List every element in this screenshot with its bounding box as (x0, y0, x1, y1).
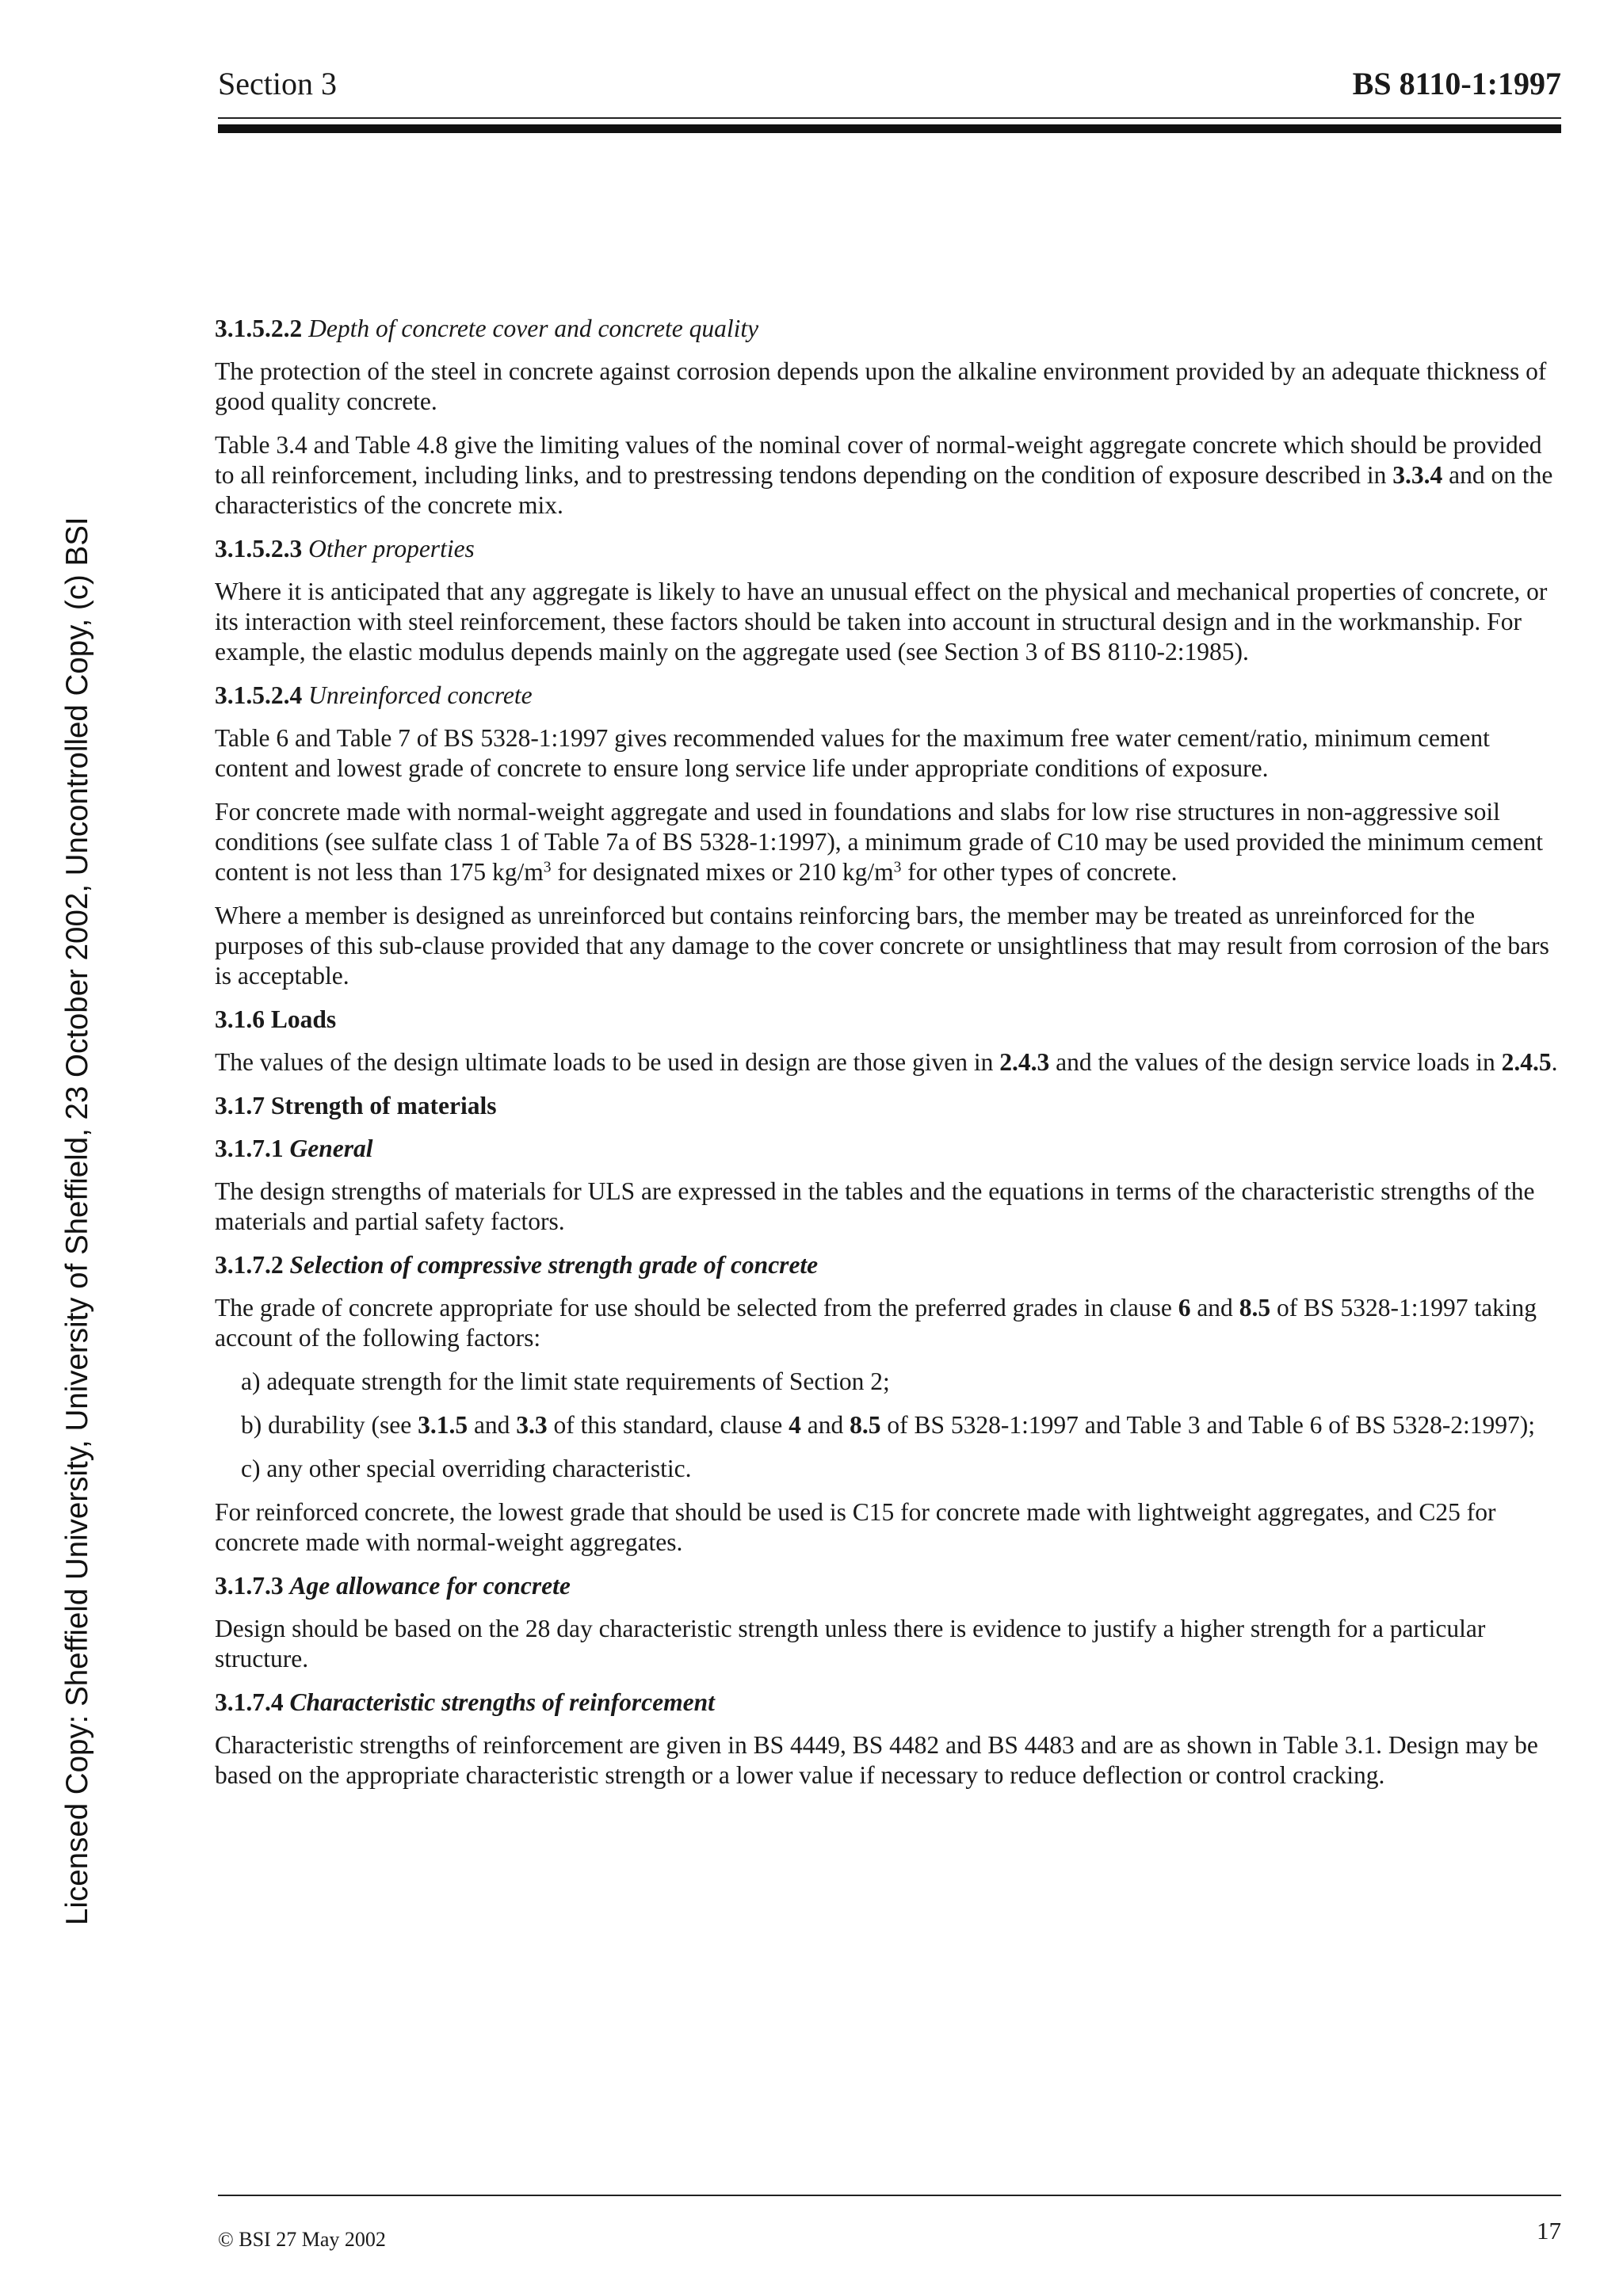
heading-3-1-7-2 (215, 1250, 1562, 1280)
clause-reference: 4 (789, 1411, 801, 1439)
clause-reference: 6 (1178, 1294, 1191, 1322)
clause-title: 3.1.6 Loads (215, 1005, 337, 1033)
clause-reference: 2.4.3 (999, 1048, 1050, 1076)
paragraph (215, 430, 1562, 521)
footer-copyright: © BSI 27 May 2002 (218, 2228, 386, 2251)
paragraph: Where it is anticipated that any aggregate is likely to have an unusual effect on the physical and mechanical properties of concrete, or its interaction with steel reinforcement, these factors should be taken into account in structural design and in the workmanship. For example, the elastic modulus depends mainly on the aggregate used (see Section 3 of BS 8110-2:1985). (215, 578, 1548, 666)
text-run: of BS 5328-1:1997 taking account of the following factors: (215, 1294, 1537, 1352)
heading-3-1-7-4 (215, 1688, 1562, 1718)
clause-number: 3.1.7.2 (215, 1251, 284, 1279)
heading-3-1-7-3 (215, 1571, 1562, 1601)
text-run: and (468, 1411, 517, 1439)
page-number: 17 (1537, 2217, 1561, 2245)
list-item: a) adequate strength for the limit state requirements of Section 2; (241, 1367, 890, 1395)
text-run: of BS 5328-1:1997 and Table 3 and Table 6 of BS 5328-2:1997); (880, 1411, 1536, 1439)
text-run: The grade of concrete appropriate for use should be selected from the preferred grades in clause (215, 1294, 1178, 1322)
clause-title: Age allowance for concrete (289, 1572, 571, 1600)
clause-reference: 3.3.4 (1392, 461, 1443, 489)
clause-reference: 8.5 (1239, 1294, 1271, 1322)
clause-number: 3.1.7.1 (215, 1135, 284, 1162)
paragraph: The protection of the steel in concrete against corrosion depends upon the alkaline environment provided by an adequate thickness of good quality concrete. (215, 357, 1547, 415)
paragraph: Design should be based on the 28 day characteristic strength unless there is evidence to justify a higher strength for a particular structure. (215, 1615, 1486, 1672)
heading-3-1-5-2-3 (215, 534, 1562, 564)
superscript: 3 (893, 859, 902, 876)
clause-title: Characteristic strengths of reinforcement (289, 1688, 715, 1716)
header-rule-thin (218, 117, 1561, 119)
text-run: . (1551, 1048, 1558, 1076)
clause-reference: 3.3 (516, 1411, 548, 1439)
text-run: and (1190, 1294, 1239, 1322)
text-run: Table 3.4 and Table 4.8 give the limiting values of the nominal cover of normal-weight aggregate concrete which should be provided to all reinforcement, including links, and to prestressing tendons depending on the condition of exposure described in (215, 431, 1542, 489)
paragraph: The design strengths of materials for ULS are expressed in the tables and the equations in terms of the characteristic strengths of the materials and partial safety factors. (215, 1177, 1535, 1235)
text-run: b) durability (see (241, 1411, 418, 1439)
standard-number: BS 8110-1:1997 (1352, 66, 1561, 101)
section-label: Section 3 (218, 66, 337, 101)
clause-title: 3.1.7 Strength of materials (215, 1092, 497, 1119)
text-run: for designated mixes or 210 kg/m (551, 858, 894, 886)
paragraph: Characteristic strengths of reinforcement are given in BS 4449, BS 4482 and BS 4483 and are as shown in Table 3.1. Design may be based on the appropriate characteristic strength or a lower value if necessary to reduce deflection or control cracking. (215, 1731, 1538, 1789)
paragraph: Table 6 and Table 7 of BS 5328-1:1997 gives recommended values for the maximum free water cement/ratio, minimum cement content and lowest grade of concrete to ensure long service life under appropriate conditions of exposure. (215, 724, 1490, 782)
license-notice: Licensed Copy: Sheffield University, University of Sheffield, 23 October 2002, Uncontrolled Copy, (c) BSI (60, 517, 94, 1925)
paragraph: Where a member is designed as unreinforced but contains reinforcing bars, the member may be treated as unreinforced for the purposes of this sub-clause provided that any damage to the cover concrete or unsightliness that may result from corrosion of the bars is acceptable. (215, 902, 1549, 990)
paragraph: For reinforced concrete, the lowest grade that should be used is C15 for concrete made with lightweight aggregates, and C25 for concrete made with normal-weight aggregates. (215, 1498, 1496, 1556)
clause-number: 3.1.7.4 (215, 1688, 284, 1716)
heading-3-1-7-1 (215, 1134, 1562, 1164)
clause-number: 3.1.5.2.4 (215, 681, 303, 709)
list-item (241, 1410, 1562, 1440)
document-body (215, 314, 1562, 1804)
clause-number: 3.1.7.3 (215, 1572, 284, 1600)
clause-title: Depth of concrete cover and concrete quality (308, 315, 759, 342)
text-run: and (800, 1411, 850, 1439)
clause-title: Other properties (308, 535, 475, 563)
clause-title: General (289, 1135, 373, 1162)
heading-3-1-5-2-2 (215, 314, 1562, 344)
list-item: c) any other special overriding characteristic. (241, 1455, 692, 1482)
heading-3-1-7 (215, 1091, 1562, 1121)
paragraph (215, 797, 1562, 887)
paragraph (215, 1047, 1562, 1077)
text-run: and on the characteristics of the concrete mix. (215, 461, 1553, 519)
footer-rule (218, 2195, 1561, 2196)
header-rule-thick (218, 124, 1561, 133)
clause-reference: 8.5 (850, 1411, 881, 1439)
clause-number: 3.1.5.2.3 (215, 535, 303, 563)
paragraph (215, 1293, 1562, 1353)
clause-reference: 2.4.5 (1501, 1048, 1552, 1076)
heading-3-1-5-2-4 (215, 681, 1562, 711)
clause-number: 3.1.5.2.2 (215, 315, 303, 342)
text-run: For concrete made with normal-weight aggregate and used in foundations and slabs for low rise structures in non-aggressive soil conditions (see sulfate class 1 of Table 7a of BS 5328-1:1997), a minimum grade of C10 may be used provided the minimum cement content is not less than 175 kg/m (215, 798, 1543, 886)
text-run: of this standard, clause (547, 1411, 789, 1439)
clause-reference: 3.1.5 (418, 1411, 468, 1439)
heading-3-1-6 (215, 1005, 1562, 1035)
clause-title: Unreinforced concrete (308, 681, 533, 709)
superscript: 3 (543, 859, 552, 876)
page-header (218, 65, 1561, 113)
text-run: for other types of concrete. (901, 858, 1178, 886)
clause-title: Selection of compressive strength grade of concrete (289, 1251, 819, 1279)
text-run: and the values of the design service loads in (1049, 1048, 1502, 1076)
text-run: The values of the design ultimate loads to be used in design are those given in (215, 1048, 1000, 1076)
